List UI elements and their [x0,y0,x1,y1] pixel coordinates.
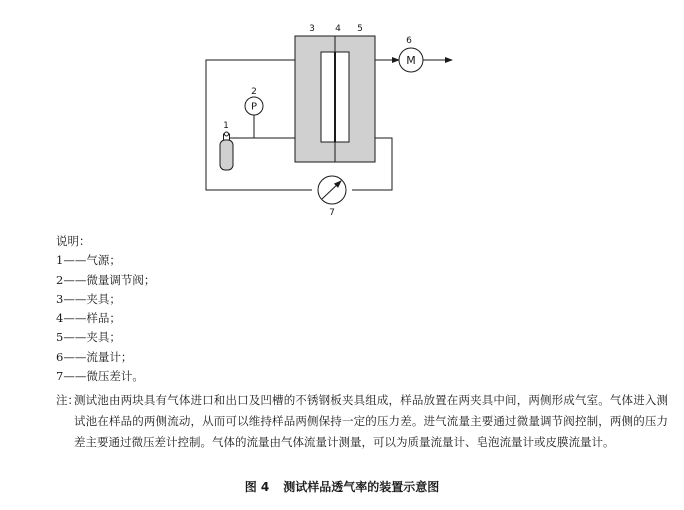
label-7: 7 [329,208,335,218]
pressure-gauge [245,97,263,115]
flowmeter [399,48,423,72]
label-3: 3 [309,24,315,34]
note [56,390,668,453]
label-4: 4 [335,24,341,34]
figure-title: 测试样品透气率的装置示意图 [283,480,440,494]
legend-item: 1——气源； [56,253,121,268]
pressure-symbol: P [250,101,258,113]
label-6: 6 [406,36,412,46]
figure-caption [0,478,684,495]
flowmeter-symbol: M [406,54,416,67]
label-1: 1 [223,121,229,131]
differential-gauge-icon [318,176,346,204]
label-2: 2 [251,87,257,97]
legend [56,232,155,386]
legend-item: 3——夹具； [56,291,121,306]
legend-item: 2——微量调节阀； [56,272,156,287]
note-text: 测试池由两块具有气体进口和出口及凹槽的不锈钢板夹具组成，样品放置在两夹具中间，两侧形成气室。气体进入测试池在样品的两侧流动，从而可以维持样品两侧保持一定的压力差。进气流量主要通过微量调节阀控制，两侧的压力差主要通过微压差计控制。气体的流量由气体流量计测量，可以为质量流量计、皂泡流量计或皮膜流量计。 [74,393,668,449]
legend-item: 7——微压差计。 [56,369,144,384]
legend-heading: 说明： [56,234,91,248]
label-5: 5 [357,24,363,34]
apparatus-diagram [0,0,684,230]
legend-item: 5——夹具； [56,330,121,345]
figure-number: 图 4 [244,480,270,494]
sample-chamber [321,52,349,142]
legend-item: 4——样品； [56,311,121,326]
note-label: 注： [56,393,79,407]
legend-item: 6——流量计； [56,349,133,364]
